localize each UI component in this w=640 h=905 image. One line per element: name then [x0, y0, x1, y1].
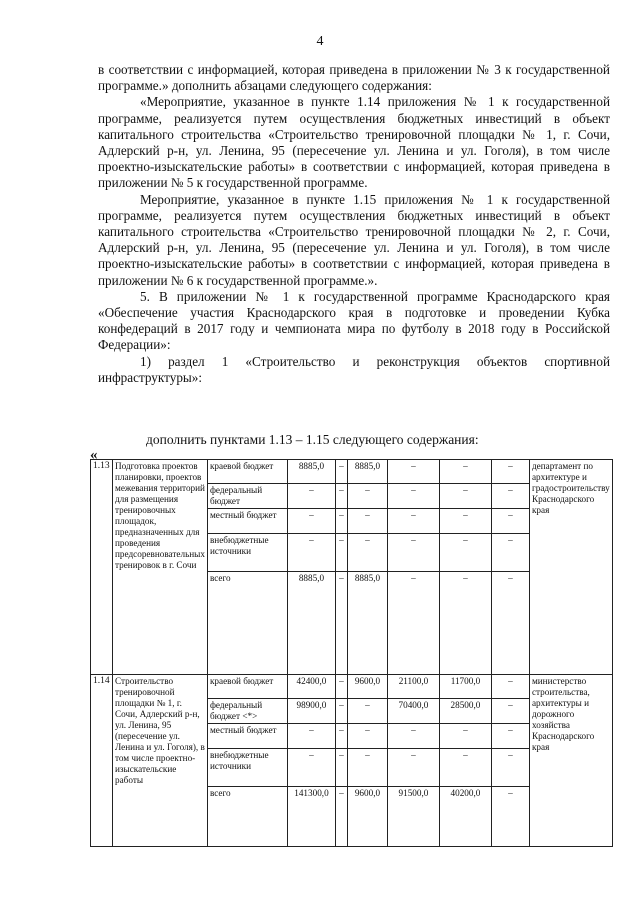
table-caption: дополнить пунктами 1.13 – 1.15 следующего содержания:	[146, 432, 479, 447]
year-value: –	[387, 509, 439, 534]
table-row	[91, 675, 613, 699]
year-value: 8885,0	[347, 572, 387, 675]
item-number: 1.13	[91, 460, 113, 675]
paragraph: в соответствии с информацией, которая приведена в приложении № 3 к государственной программе.» дополнить абзацами следующего содержания:	[98, 62, 610, 94]
total-value: 98900,0	[287, 699, 335, 724]
page-number: 4	[316, 34, 324, 49]
year-value: –	[335, 699, 347, 724]
year-value: –	[387, 572, 439, 675]
year-value: 9600,0	[347, 675, 387, 699]
year-value: –	[491, 534, 529, 572]
funding-source: федеральный бюджет	[207, 484, 287, 509]
year-value: –	[387, 484, 439, 509]
year-value: –	[347, 534, 387, 572]
opening-quote: «	[90, 447, 98, 463]
year-value: –	[439, 484, 491, 509]
total-value: 141300,0	[287, 787, 335, 847]
year-value: 8885,0	[347, 460, 387, 484]
responsible-body: министерство строительства, архитектуры и дорожного хозяйства Краснодарского края	[529, 675, 612, 847]
funding-source: всего	[207, 572, 287, 675]
year-value: –	[491, 509, 529, 534]
funding-source: местный бюджет	[207, 509, 287, 534]
funding-source: внебюджетные источники	[207, 534, 287, 572]
item-name: Строительство тренировочной площадки № 1, г. Сочи, Адлерский р-н, ул. Ленина, 95 (пересечение ул. Ленина и ул. Гоголя), в том числе проектно-изыскательские работы	[113, 675, 208, 847]
year-value: 11700,0	[439, 675, 491, 699]
funding-source: местный бюджет	[207, 724, 287, 749]
program-table	[90, 459, 613, 847]
year-value: –	[439, 724, 491, 749]
year-value: –	[491, 460, 529, 484]
year-value: 40200,0	[439, 787, 491, 847]
year-value: 21100,0	[387, 675, 439, 699]
year-value: –	[439, 460, 491, 484]
funding-source: федеральный бюджет <*>	[207, 699, 287, 724]
year-value: –	[491, 724, 529, 749]
item-name: Подготовка проектов планировки, проектов межевания территорий для размещения тренировочных площадок, предназначенных для проведения предсоревновательных тренировок в г. Сочи	[113, 460, 208, 675]
year-value: –	[491, 787, 529, 847]
paragraph: «Мероприятие, указанное в пункте 1.14 приложения № 1 к государственной программе, реализуется путем осуществления бюджетных инвестиций в объект капитального строительства «Строительство тренировочной площадки № 1, г. Сочи, Адлерский р-н, ул. Ленина, 95 (пересечение ул. Ленина и ул. Гоголя), в том числе проектно-изыскательские работы» в соответствии с информацией, которая приведена в приложении № 5 к государственной программе.	[98, 94, 610, 191]
year-value: –	[347, 509, 387, 534]
year-value: –	[347, 749, 387, 787]
table-row	[91, 460, 613, 484]
body-text	[98, 62, 610, 386]
year-value: –	[335, 460, 347, 484]
year-value: –	[387, 534, 439, 572]
year-value: –	[491, 572, 529, 675]
responsible-body: департамент по архитектуре и градостроительству Краснодарского края	[529, 460, 612, 675]
year-value: –	[439, 572, 491, 675]
total-value: 8885,0	[287, 572, 335, 675]
funding-source: краевой бюджет	[207, 675, 287, 699]
year-value: –	[335, 509, 347, 534]
year-value: –	[491, 749, 529, 787]
year-value: 28500,0	[439, 699, 491, 724]
year-value: –	[335, 534, 347, 572]
year-value: –	[491, 484, 529, 509]
year-value: –	[335, 572, 347, 675]
year-value: –	[347, 724, 387, 749]
year-value: –	[335, 787, 347, 847]
total-value: –	[287, 724, 335, 749]
year-value: –	[439, 749, 491, 787]
year-value: –	[335, 675, 347, 699]
year-value: –	[387, 724, 439, 749]
year-value: –	[387, 749, 439, 787]
paragraph: 1) раздел 1 «Строительство и реконструкция объектов спортивной инфраструктуры»:	[98, 353, 610, 385]
total-value: –	[287, 484, 335, 509]
funding-source: всего	[207, 787, 287, 847]
year-value: –	[439, 534, 491, 572]
year-value: –	[335, 749, 347, 787]
paragraph: Мероприятие, указанное в пункте 1.15 приложения № 1 к государственной программе, реализуется путем осуществления бюджетных инвестиций в объект капитального строительства «Строительство тренировочной площадки № 2, г. Сочи, Адлерский р-н, ул. Ленина, 95 (пересечение ул. Ленина и ул. Гоголя), в том числе проектно-изыскательские работы» в соответствии с информацией, которая приведена в приложении № 6 к государственной программе.».	[98, 191, 610, 288]
year-value: –	[439, 509, 491, 534]
total-value: 42400,0	[287, 675, 335, 699]
total-value: 8885,0	[287, 460, 335, 484]
total-value: –	[287, 509, 335, 534]
funding-source: краевой бюджет	[207, 460, 287, 484]
year-value: –	[347, 699, 387, 724]
year-value: 9600,0	[347, 787, 387, 847]
year-value: 70400,0	[387, 699, 439, 724]
paragraph: 5. В приложении № 1 к государственной программе Краснодарского края «Обеспечение участия Краснодарского края в подготовке и проведении Кубка конфедераций в 2017 году и чемпионата мира по футболу в 2018 году в Российской Федерации»:	[98, 288, 610, 353]
funding-source: внебюджетные источники	[207, 749, 287, 787]
year-value: –	[347, 484, 387, 509]
year-value: –	[387, 460, 439, 484]
year-value: –	[335, 484, 347, 509]
total-value: –	[287, 749, 335, 787]
year-value: –	[491, 699, 529, 724]
year-value: –	[335, 724, 347, 749]
total-value: –	[287, 534, 335, 572]
year-value: 91500,0	[387, 787, 439, 847]
year-value: –	[491, 675, 529, 699]
item-number: 1.14	[91, 675, 113, 847]
